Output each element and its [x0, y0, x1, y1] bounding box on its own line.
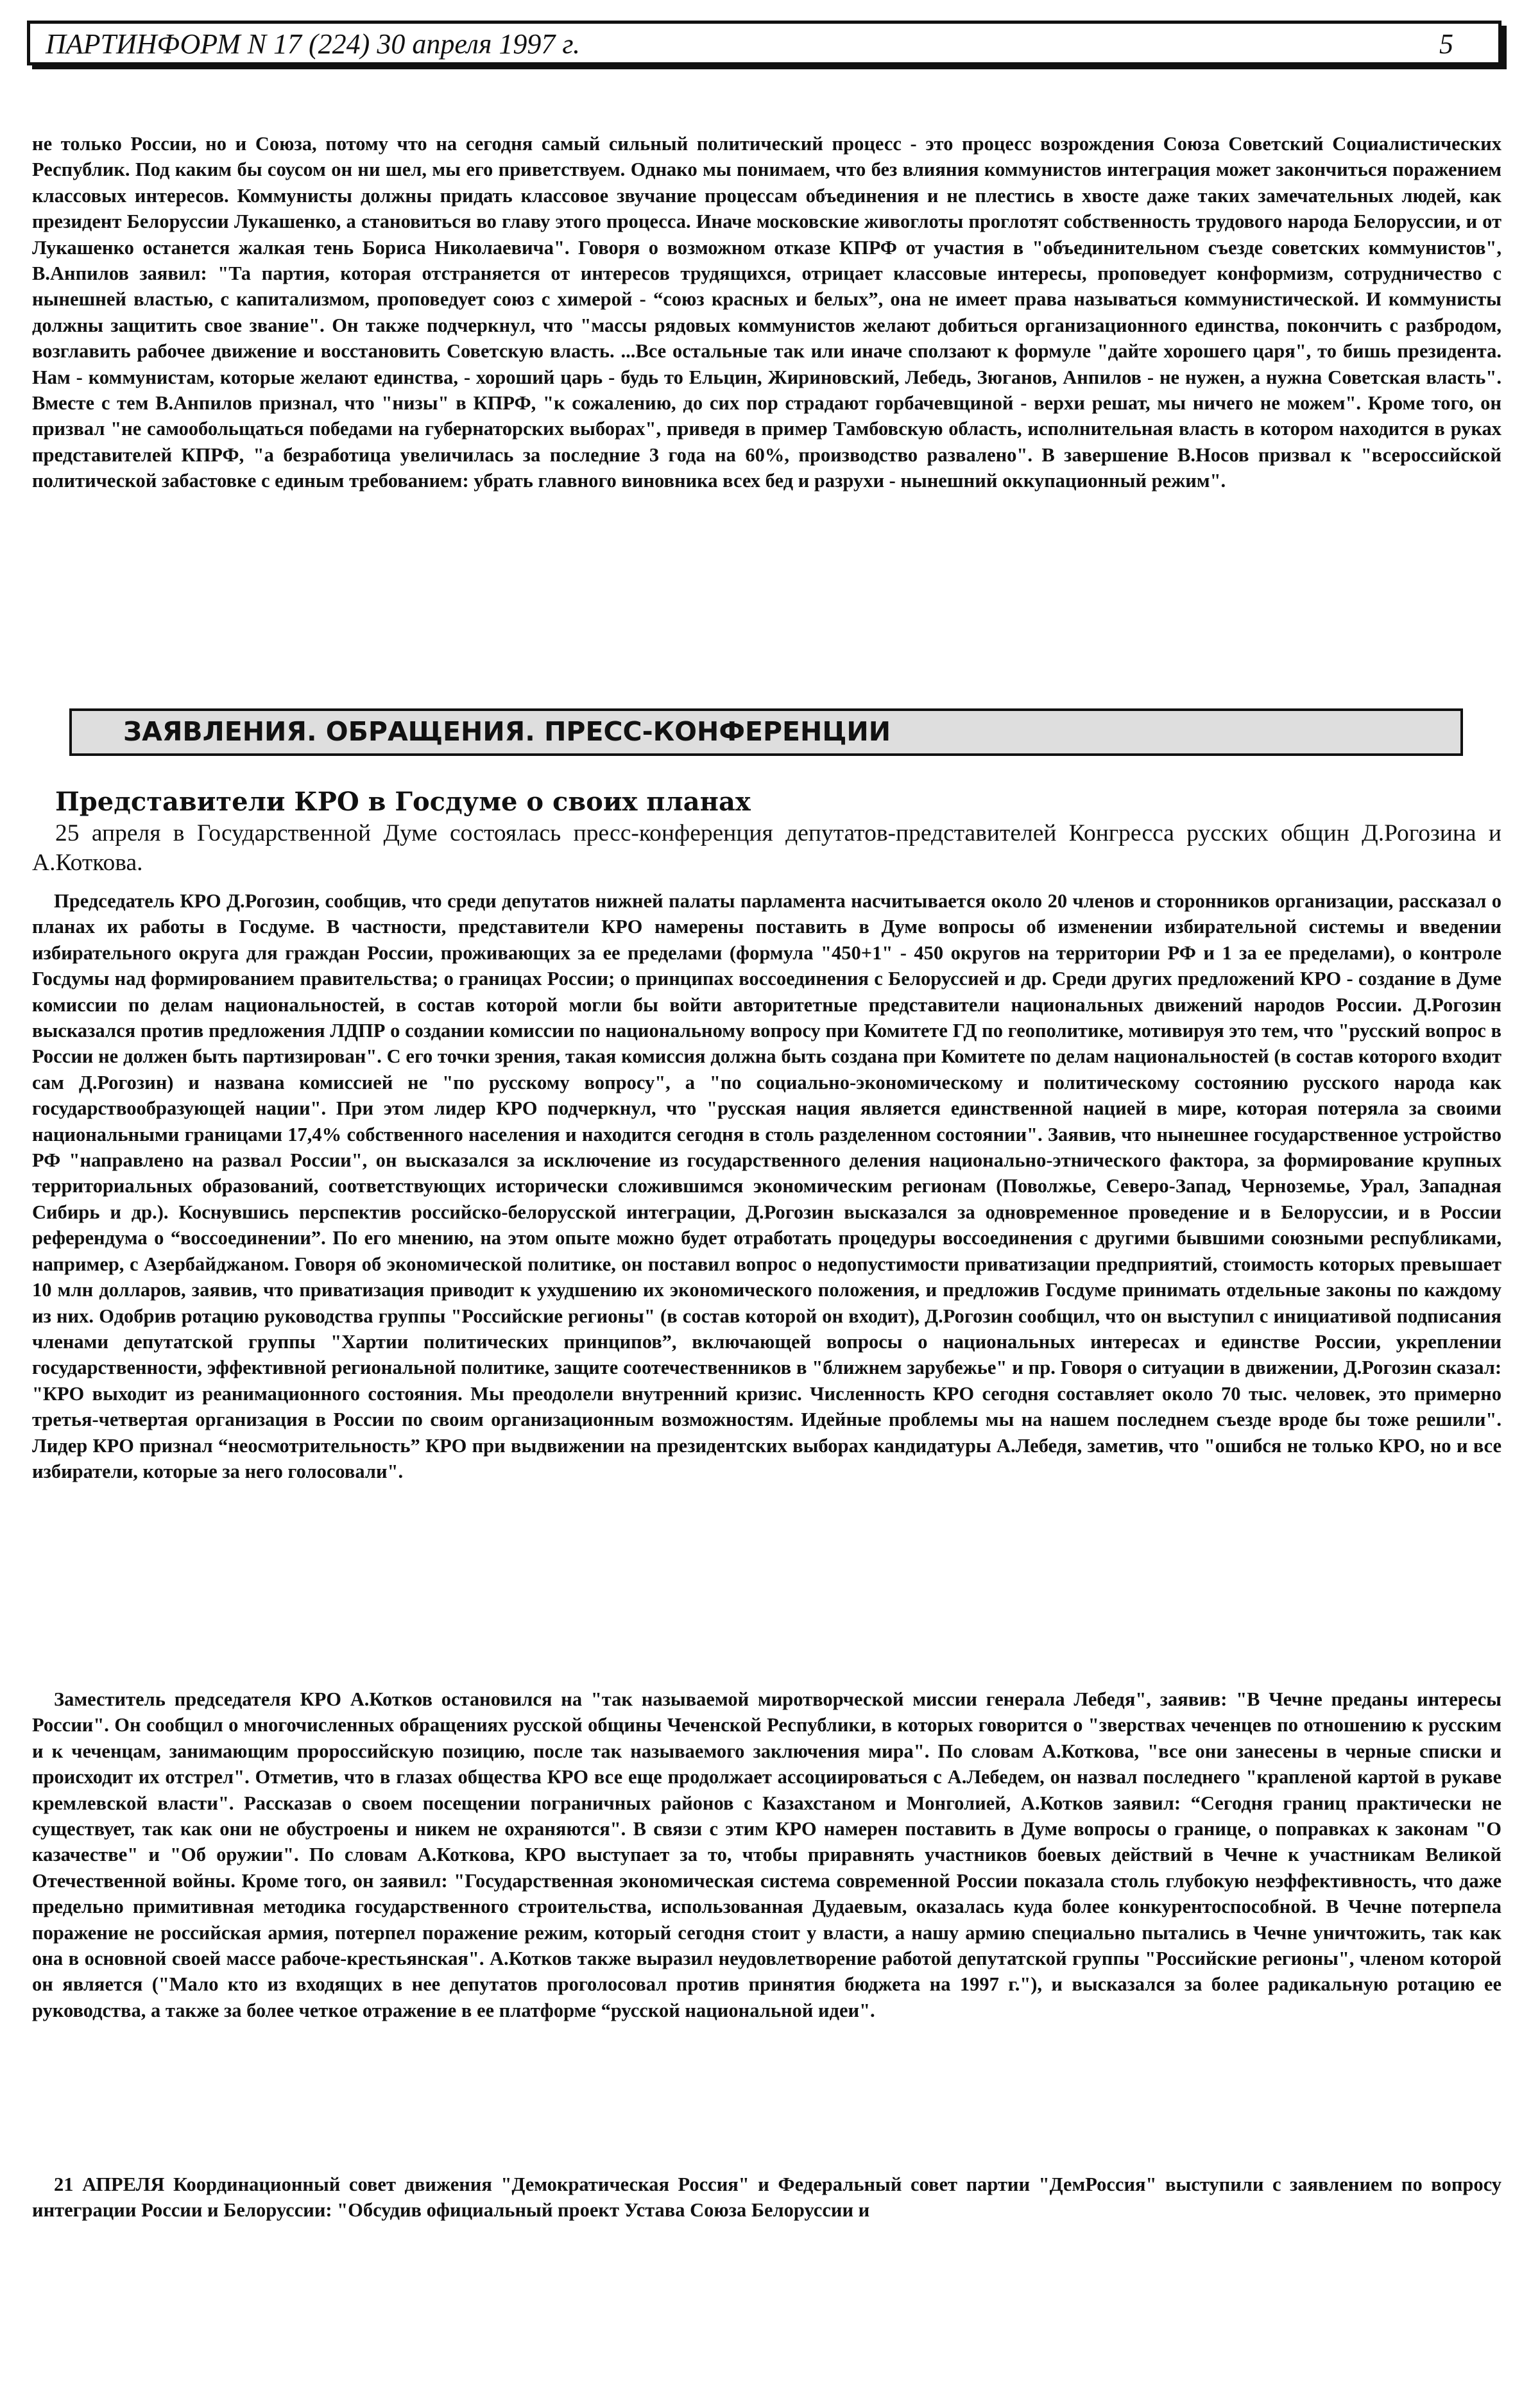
article-paragraph-1: Председатель КРО Д.Рогозин, сообщив, что среди депутатов нижней палаты парламента насчитывается около 20 членов и сторонников организации, рассказал о планах их работы в Госдуме. В частности, представители КРО намерены поставить в Думе вопросы об изменении избирательной системы и введении избирательного округа для граждан России, проживающих за ее пределами (формула "450+1" - 450 округов на территории РФ и 1 за ее пределами), о контроле Госдумы над формированием правительства; о границах России; о принципах воссоединения с Белоруссией и др. Среди других предложений КРО - создание в Думе комиссии по делам национальностей, в состав которой могли бы войти авторитетные представители национальных движений народов России. Д.Рогозин высказался против предложения ЛДПР о создании комиссии по национальному вопросу при Комитете ГД по геополитике, мотивируя это тем, что "русский вопрос в России не должен быть партизирован". С его точки зрения, такая комиссия должна быть создана при Комитете по делам национальностей (в состав которого входит сам Д.Рогозин) и названа комиссией не "по русскому вопросу", а "по социально-экономическому и политическому состоянию русского народа как государствообразующей нации". При этом лидер КРО подчеркнул, что "русская нация является единственной нацией в мире, которая потеряла за своими национальными границами 17,4% собственного населения и находится сегодня в столь разделенном состоянии". Заявив, что нынешнее государственное устройство РФ "направлено на развал России", он высказался за исключение из государственного деления национально-этнического фактора, за формирование крупных территориальных образований, соответствующих исторически сложившимся экономическим регионам (Поволжье, Северо-Запад, Черноземье, Урал, Западная Сибирь и др.). Коснувшись перспектив российско-белорусской интеграции, Д.Рогозин высказался за одновременное проведение и в Белоруссии, и в России референдума о “воссоединении”. По его мнению, на этом опыте можно будет отработать процедуры воссоединения с другими бывшими союзными республиками, например, с Азербайджаном. Говоря об экономической политике, он поставил вопрос о недопустимости приватизации предприятий, стоимость которых превышает 10 млн долларов, заявив, что приватизация приводит к ухудшению их экономического положения, и предложив Госдуме принимать отдельные законы по каждому из них. Одобрив ротацию руководства группы "Российские регионы" (в состав которой он входит), Д.Рогозин сообщил, что он выступил с инициативой подписания членами депутатской группы "Хартии политических принципов”, включающей вопросы о национальных интересах и единстве России, укреплении государственности, эффективной региональной политике, защите соотечественников в "ближнем зарубежье" и пр. Говоря о ситуации в движении, Д.Рогозин сказал: "КРО выходит из реанимационного состояния. Мы преодолели внутренний кризис. Численность КРО сегодня составляет около 70 тыс. человек, это примерно третья-четвертая организация в России по своим организационным возможностям. Идейные проблемы мы на нашем последнем съезде вроде бы тоже решили". Лидер КРО признал “неосмотрительность” КРО при выдвижении на президентских выборах кандидатуры А.Лебедя, заметив, что "ошибся не только КРО, но и все избиратели, которые за него голосовали".: [32, 890, 1502, 1482]
next-item-paragraph: 21 АПРЕЛЯ Координационный совет движения "Демократическая Россия" и Федеральный совет партии "ДемРоссия" выступили с заявлением по вопросу интеграции России и Белоруссии: "Обсудив официальный проект Устава Союза Белоруссии и: [32, 2173, 1502, 2222]
header-shadow-right: [1502, 26, 1507, 69]
page-header: [27, 21, 1502, 65]
page-number: 5: [1439, 28, 1453, 60]
continued-article-text: не только России, но и Союза, потому что на сегодня самый сильный политический процесс - это процесс возрождения Союза Советский Социалистических Республик. Под каким бы соусом он ни шел, мы его приветствуем. Однако мы понимаем, что без влияния коммунистов интеграция может закончиться поражением классовых интересов. Коммунисты должны придать классовое звучание процессам объединения и не плестись в хвосте даже таких замечательных людей, как президент Белоруссии Лукашенко, а становиться во главу этого процесса. Иначе московские живоглоты проглотят собственность трудового народа Белоруссии, и от Лукашенко останется жалкая тень Бориса Николаевича". Говоря о возможном отказе КПРФ от участия в "объединительном съезде советских коммунистов", В.Анпилов заявил: "Та партия, которая отстраняется от интересов трудящихся, отрицает классовые интересы, проповедует конформизм, сотрудничество с нынешней властью, с капитализмом, проповедует союз с химерой - “союз красных и белых”, она не имеет права называться коммунистической. И коммунисты должны защитить свое звание". Он также подчеркнул, что "массы рядовых коммунистов желают добиться организационного единства, покончить с разбродом, возглавить рабочее движение и восстановить Советскую власть. ...Все остальные так или иначе сползают к формуле "дайте хорошего царя", то бишь президента. Нам - коммунистам, которые желают единства, - хороший царь - будь то Ельцин, Жириновский, Лебедь, Зюганов, Анпилов - не нужен, а нужна Советская власть". Вместе с тем В.Анпилов признал, что "низы" в КПРФ, "к сожалению, до сих пор страдают горбачевщиной - верхи решат, мы ничего не можем". Кроме того, он призвал "не самообольщаться победами на губернаторских выборах", приведя в пример Тамбовскую область, исполнительная власть в котором находится в руках представителей КПРФ, "а безработица увеличилась за последние 3 года на 60%, производство развалено". В завершение В.Носов призвал к "всероссийской политической забастовке с единым требованием: убрать главного виновника всех бед и разрухи - нынешний оккупационный режим".: [32, 133, 1502, 492]
header-shadow: [32, 65, 1507, 69]
publication-title: ПАРТИНФОРМ N 17 (224) 30 апреля 1997 г.: [46, 28, 580, 60]
article-lead: 25 апреля в Государственной Думе состоялась пресс-конференция депутатов-представителей Конгресса русских общин Д.Рогозина и А.Коткова.: [32, 820, 1502, 876]
article-title: Представители КРО в Госдуме о своих планах: [55, 787, 751, 817]
article-paragraph-2: Заместитель председателя КРО А.Котков остановился на "так называемой миротворческой миссии генерала Лебедя", заявив: "В Чечне преданы интересы России". Он сообщил о многочисленных обращениях русской общины Чеченской Республики, в которых говорится о "зверствах чеченцев по отношению к русским и к чеченцам, занимающим пророссийскую позицию, после так называемого заключения мира". По словам А.Коткова, "все они занесены в черные списки и происходит их отстрел". Отметив, что в глазах общества КРО все еще продолжает ассоциироваться с А.Лебедем, он назвал последнего "крапленой картой в рукаве кремлевской власти". Рассказав о своем посещении пограничных районов с Казахстаном и Монголией, А.Котков заявил: “Сегодня границ практически не существует, так как они не обустроены и никем не охраняются". В связи с этим КРО намерен поставить в Думе вопросы о границе, о поправках к законам "О казачестве" и "Об оружии". По словам А.Коткова, КРО выступает за то, чтобы приравнять участников боевых действий в Чечне к участникам Великой Отечественной войны. Кроме того, он заявил: "Государственная экономическая система современной России показала столь глубокую неэффективность, что даже предельно примитивная методика государственного строительства, использованная Дудаевым, оказалась куда более конкурентоспособной. В Чечне потерпела поражение не российская армия, потерпел поражение режим, который сегодня стоит у власти, а нашу армию специально пытались в Чечне уничтожить, так как она в основной своей массе рабоче-крестьянская". А.Котков также выразил неудовлетворение работой депутатской группы "Российские регионы", членом которой он является ("Мало кто из входящих в нее депутатов проголосовал против принятия бюджета на 1997 г."), и высказался за более радикальную ротацию ее руководства, а также за более четкое отражение в ее платформе “русской национальной идеи".: [32, 1688, 1502, 2021]
section-heading: ЗАЯВЛЕНИЯ. ОБРАЩЕНИЯ. ПРЕСС-КОНФЕРЕНЦИИ: [69, 708, 1463, 756]
